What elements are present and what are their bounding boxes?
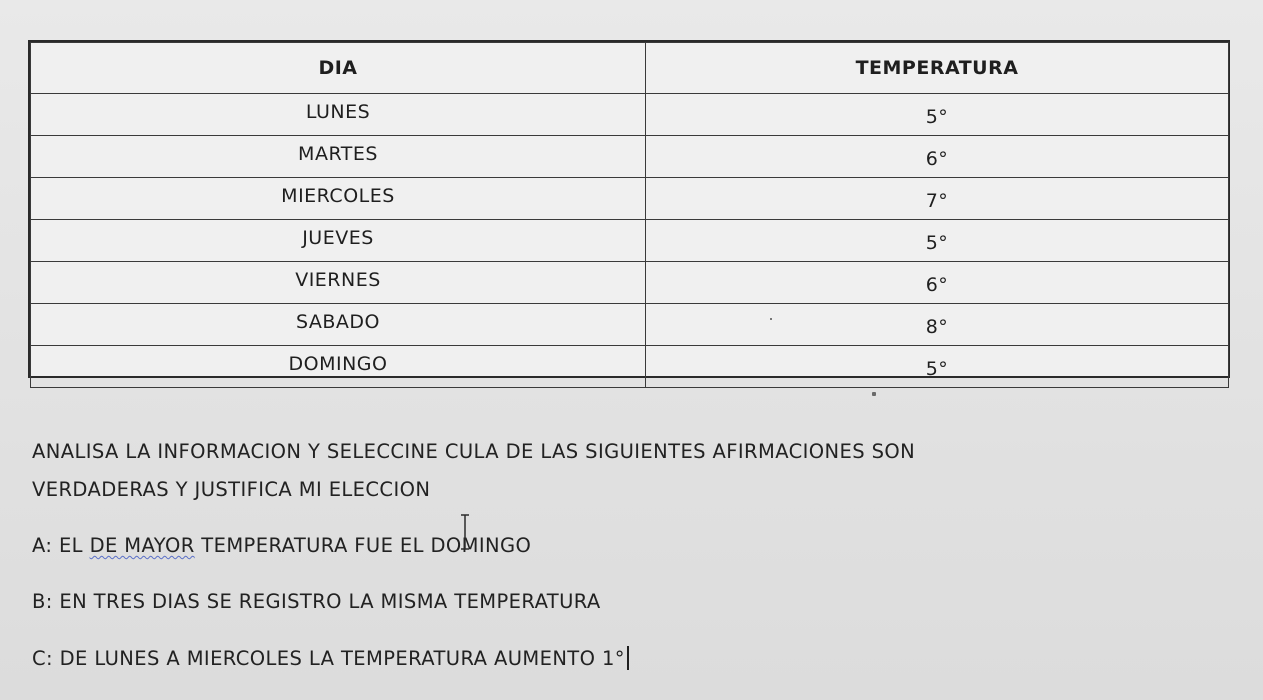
header-dia: DIA <box>31 43 646 94</box>
day-cell <box>31 304 646 346</box>
option-c[interactable] <box>32 646 629 670</box>
temp-cell <box>646 178 1229 220</box>
table-row <box>31 262 1229 304</box>
day-label: DOMINGO <box>288 352 388 375</box>
day-cell <box>31 136 646 178</box>
temp-value: 7° <box>925 189 949 212</box>
option-b[interactable]: B: EN TRES DIAS SE REGISTRO LA MISMA TEMPERATURA <box>32 590 601 613</box>
temp-value: 5° <box>925 105 949 128</box>
table-row <box>31 304 1229 346</box>
temp-cell <box>646 262 1229 304</box>
option-a-spellcheck-text[interactable]: DE MAYOR <box>89 534 195 557</box>
day-cell <box>31 262 646 304</box>
option-a-prefix: A: EL <box>32 534 90 557</box>
table-header-row <box>31 43 1229 94</box>
stray-dot <box>770 318 772 320</box>
day-label: LUNES <box>305 100 371 123</box>
table-row <box>31 178 1229 220</box>
temp-cell <box>646 94 1229 136</box>
table-row <box>31 220 1229 262</box>
temperature-table-grid <box>30 42 1229 388</box>
mouse-pointer-icon <box>872 392 876 396</box>
temperature-table <box>28 40 1230 378</box>
temp-cell <box>646 136 1229 178</box>
table-row <box>31 136 1229 178</box>
day-cell <box>31 220 646 262</box>
option-c-text[interactable]: C: DE LUNES A MIERCOLES LA TEMPERATURA AUMENTO 1° <box>32 647 625 670</box>
day-label: VIERNES <box>295 268 381 291</box>
day-cell <box>31 178 646 220</box>
temp-value: 6° <box>925 273 949 296</box>
temp-cell <box>646 346 1229 388</box>
day-label: JUEVES <box>302 226 374 249</box>
option-a[interactable] <box>32 534 531 557</box>
text-caret <box>627 646 629 670</box>
temp-value: 8° <box>925 315 949 338</box>
day-cell <box>31 346 646 388</box>
temp-value: 5° <box>925 231 949 254</box>
day-label: MARTES <box>298 142 378 165</box>
day-cell <box>31 94 646 136</box>
table-row <box>31 346 1229 388</box>
day-label: SABADO <box>295 310 381 333</box>
temp-value: 6° <box>925 147 949 170</box>
table-row <box>31 94 1229 136</box>
temp-cell <box>646 220 1229 262</box>
option-a-suffix: TEMPERATURA FUE EL DOMINGO <box>194 534 532 557</box>
temp-value: 5° <box>925 357 949 380</box>
temp-cell <box>646 304 1229 346</box>
instruction-line-1: ANALISA LA INFORMACION Y SELECCINE CULA DE LAS SIGUIENTES AFIRMACIONES SON <box>32 440 916 463</box>
day-label: MIERCOLES <box>281 184 395 207</box>
instruction-line-2: VERDADERAS Y JUSTIFICA MI ELECCION <box>32 478 431 501</box>
ibeam-cursor-icon <box>460 514 470 550</box>
header-temperatura: TEMPERATURA <box>646 43 1229 94</box>
